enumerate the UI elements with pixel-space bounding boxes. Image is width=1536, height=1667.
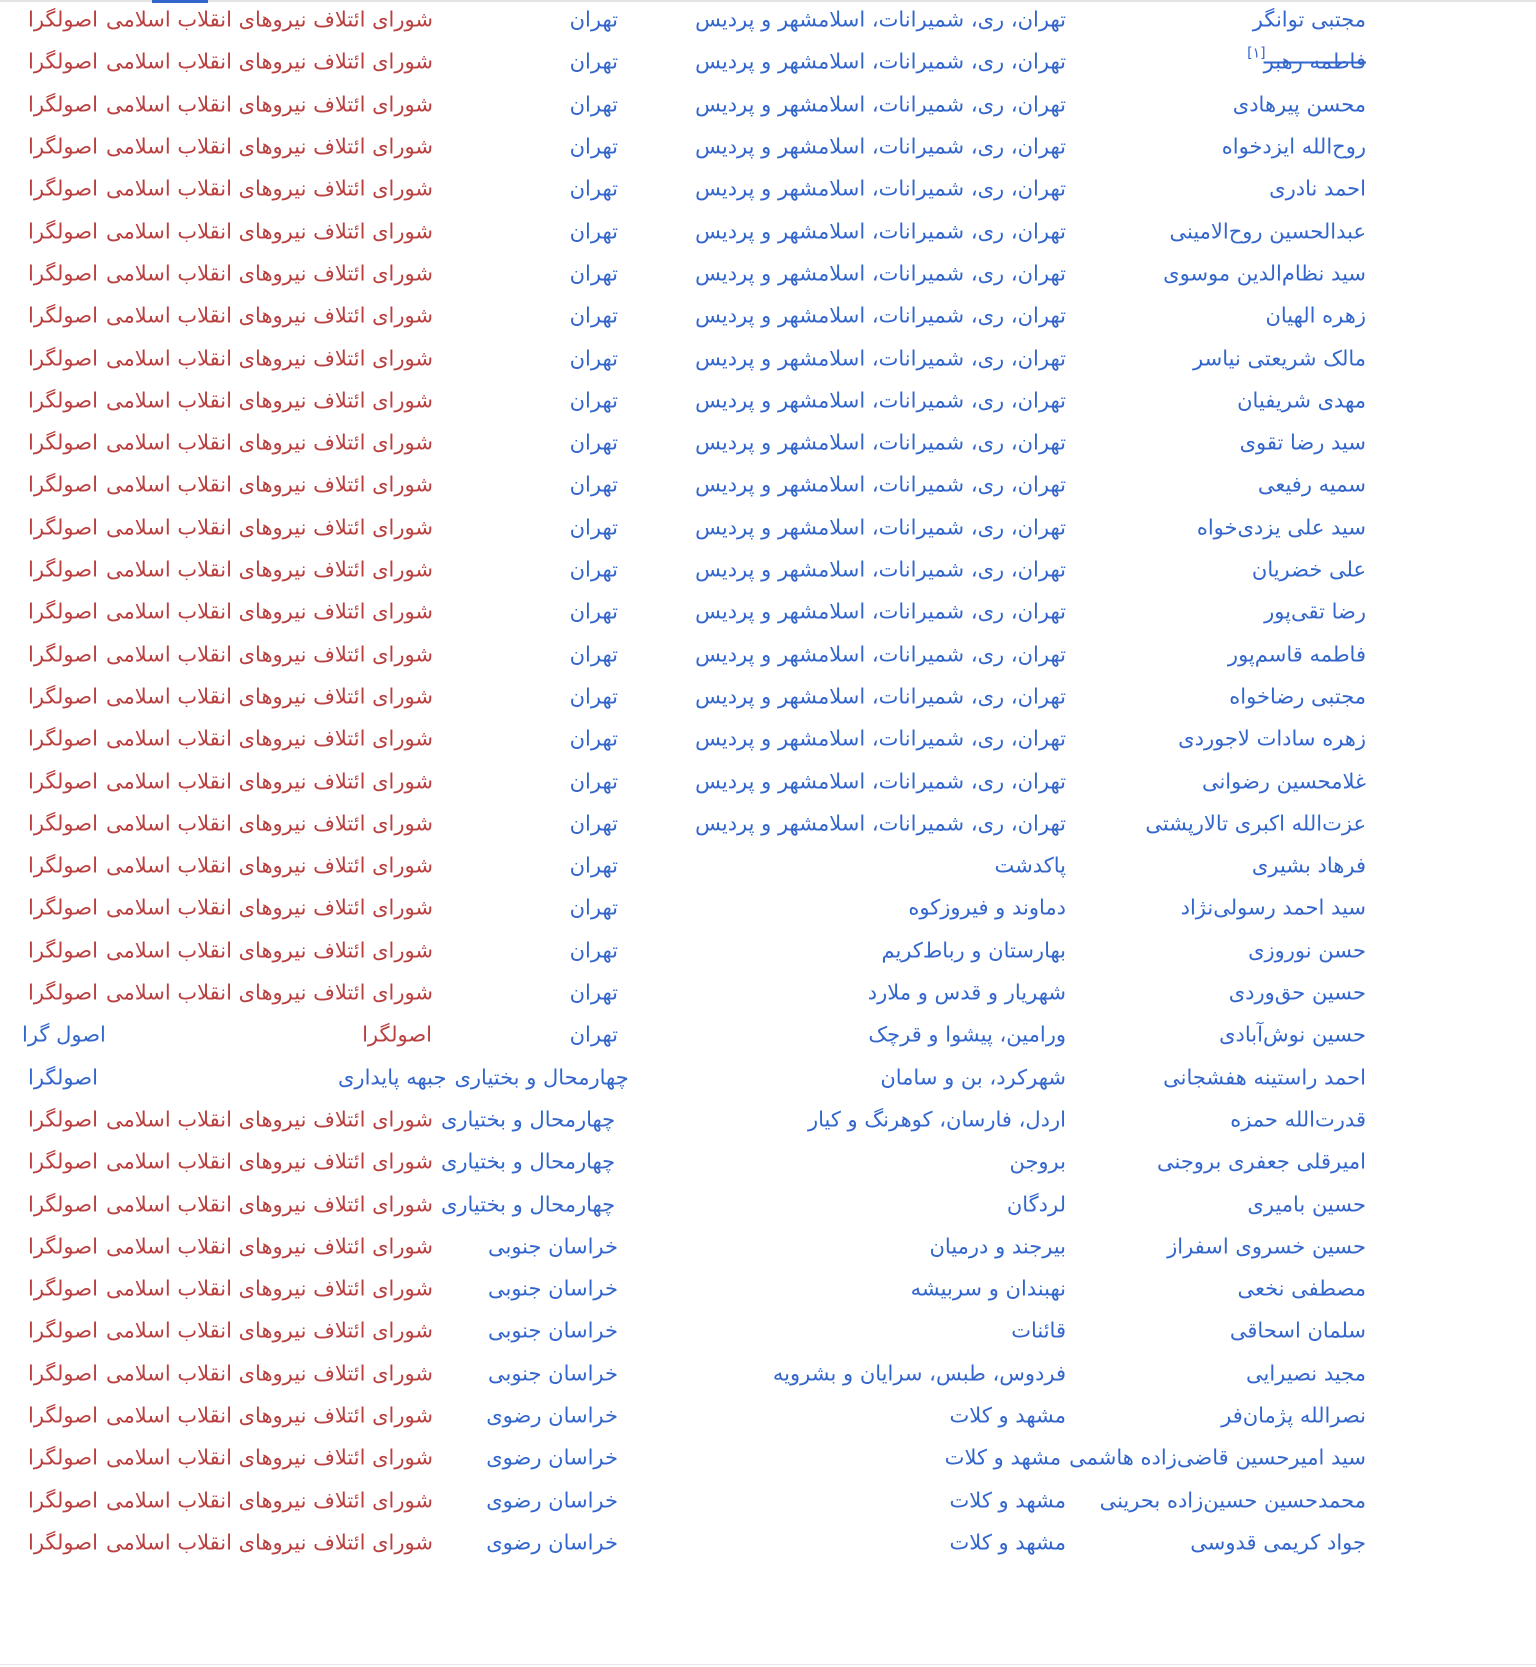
constituency-link[interactable]: شهریار و قدس و ملارد <box>867 980 1066 1005</box>
orientation-link[interactable]: اصولگرا <box>28 980 98 1005</box>
constituency-link[interactable]: ورامین، پیشوا و قرچک <box>868 1022 1066 1047</box>
table-row <box>0 634 1536 676</box>
province-link[interactable]: تهران <box>569 346 618 371</box>
table-row <box>0 1183 1536 1225</box>
province-link[interactable]: چهارمحال و بختیاری <box>454 1065 629 1090</box>
member-name-link[interactable]: مجتبی رضاخواه <box>1229 684 1366 709</box>
constituency-link[interactable]: تهران، ری، شمیرانات، اسلامشهر و پردیس <box>695 599 1066 624</box>
table-row <box>0 1057 1536 1099</box>
province-link[interactable]: تهران <box>569 811 618 836</box>
member-name-link[interactable]: نصرالله پژمان‌فر <box>1221 1403 1366 1428</box>
constituency-link[interactable]: نهبندان و سربیشه <box>910 1276 1066 1301</box>
orientation-link[interactable]: اصولگرا <box>28 557 98 582</box>
party-link[interactable]: شورای ائتلاف نیروهای انقلاب اسلامی <box>105 726 433 751</box>
member-name-link[interactable]: مصطفی نخعی <box>1237 1276 1366 1301</box>
orientation-link[interactable]: اصولگرا <box>28 1488 98 1513</box>
orientation-link[interactable]: اصولگرا <box>28 388 98 413</box>
table-row <box>0 1014 1536 1056</box>
constituency-link[interactable]: تهران، ری، شمیرانات، اسلامشهر و پردیس <box>695 261 1066 286</box>
province-link[interactable]: تهران <box>569 219 618 244</box>
member-name-link[interactable]: سلمان اسحاقی <box>1229 1318 1366 1343</box>
party-link[interactable]: شورای ائتلاف نیروهای انقلاب اسلامی <box>105 1530 433 1555</box>
party-link[interactable]: شورای ائتلاف نیروهای انقلاب اسلامی <box>105 853 433 878</box>
constituency-link[interactable]: تهران، ری، شمیرانات، اسلامشهر و پردیس <box>695 726 1066 751</box>
province-link[interactable]: تهران <box>569 303 618 328</box>
member-name-link[interactable]: حسین نوش‌آبادی <box>1219 1022 1366 1047</box>
table-row <box>0 1226 1536 1268</box>
table-row <box>0 845 1536 887</box>
orientation-link[interactable]: اصولگرا <box>28 176 98 201</box>
table-row <box>0 295 1536 337</box>
constituency-link[interactable]: فردوس، طبس، سرایان و بشرویه <box>772 1361 1066 1386</box>
constituency-link[interactable]: تهران، ری، شمیرانات، اسلامشهر و پردیس <box>695 472 1066 497</box>
province-link[interactable]: تهران <box>569 176 618 201</box>
party-link[interactable]: شورای ائتلاف نیروهای انقلاب اسلامی <box>105 515 433 540</box>
party-link[interactable]: شورای ائتلاف نیروهای انقلاب اسلامی <box>105 1192 433 1217</box>
table-row <box>0 253 1536 295</box>
orientation-link[interactable]: اصولگرا <box>28 7 98 32</box>
province-link[interactable]: خراسان جنوبی <box>487 1234 618 1259</box>
table-row <box>0 84 1536 126</box>
province-link[interactable]: تهران <box>569 769 618 794</box>
table-row <box>0 1310 1536 1352</box>
member-name-link[interactable]: حسین خسروی اسفراز <box>1167 1234 1366 1259</box>
orientation-link[interactable]: اصولگرا <box>28 472 98 497</box>
province-link[interactable]: تهران <box>569 1022 618 1047</box>
constituency-link[interactable]: تهران، ری، شمیرانات، اسلامشهر و پردیس <box>695 134 1066 159</box>
member-name-link[interactable]: سمیه رفیعی <box>1257 472 1366 497</box>
province-link[interactable]: تهران <box>569 980 618 1005</box>
party-link[interactable]: شورای ائتلاف نیروهای انقلاب اسلامی <box>105 346 433 371</box>
constituency-link[interactable]: تهران، ری، شمیرانات، اسلامشهر و پردیس <box>695 642 1066 667</box>
constituency-link[interactable]: تهران، ری، شمیرانات، اسلامشهر و پردیس <box>695 346 1066 371</box>
orientation-link[interactable]: اصولگرا <box>28 1403 98 1428</box>
constituency-link[interactable]: بهارستان و رباط‌کریم <box>881 938 1066 963</box>
province-link[interactable]: تهران <box>569 472 618 497</box>
table-row <box>0 1268 1536 1310</box>
orientation-link[interactable]: اصولگرا <box>28 1445 98 1470</box>
province-link[interactable]: چهارمحال و بختیاری <box>440 1149 616 1174</box>
member-name-link[interactable]: محمدحسین حسین‌زاده بحرینی <box>1099 1488 1366 1513</box>
party-link[interactable]: شورای ائتلاف نیروهای انقلاب اسلامی <box>105 1276 433 1301</box>
orientation-link[interactable]: اصولگرا <box>28 261 98 286</box>
province-link[interactable]: تهران <box>569 134 618 159</box>
member-name-link[interactable]: رضا تقی‌پور <box>1264 599 1366 624</box>
table-row <box>0 930 1536 972</box>
member-name-link[interactable]: سید رضا تقوی <box>1239 430 1366 455</box>
table-row <box>0 1437 1536 1479</box>
constituency-link[interactable]: تهران، ری، شمیرانات، اسلامشهر و پردیس <box>695 49 1066 74</box>
constituency-link[interactable]: تهران، ری، شمیرانات، اسلامشهر و پردیس <box>695 769 1066 794</box>
constituency-link[interactable]: پاکدشت <box>994 853 1066 878</box>
party-link[interactable]: جبهه پایداری <box>338 1065 447 1090</box>
member-name-link[interactable]: مالک شریعتی نیاسر <box>1193 346 1366 371</box>
province-link[interactable]: خراسان رضوی <box>486 1488 618 1513</box>
province-link[interactable]: تهران <box>569 853 618 878</box>
constituency-link[interactable]: مشهد و کلات <box>949 1403 1066 1428</box>
member-name-link[interactable]: زهره الهیان <box>1265 303 1366 328</box>
party-link[interactable]: شورای ائتلاف نیروهای انقلاب اسلامی <box>105 1234 433 1259</box>
constituency-link[interactable]: مشهد و کلات <box>949 1530 1066 1555</box>
party-link[interactable]: شورای ائتلاف نیروهای انقلاب اسلامی <box>105 261 433 286</box>
orientation-link[interactable]: اصولگرا <box>28 938 98 963</box>
party-link[interactable]: شورای ائتلاف نیروهای انقلاب اسلامی <box>105 7 433 32</box>
table-row <box>0 718 1536 760</box>
constituency-link[interactable]: مشهد و کلات <box>949 1488 1066 1513</box>
table-row <box>0 1141 1536 1183</box>
table-row <box>0 464 1536 506</box>
orientation-link[interactable]: اصول گرا <box>22 1022 106 1047</box>
table-row <box>0 507 1536 549</box>
party-link[interactable]: شورای ائتلاف نیروهای انقلاب اسلامی <box>105 599 433 624</box>
province-link[interactable]: خراسان رضوی <box>486 1530 618 1555</box>
party-link[interactable]: شورای ائتلاف نیروهای انقلاب اسلامی <box>105 980 433 1005</box>
province-link[interactable]: خراسان جنوبی <box>487 1318 618 1343</box>
orientation-link[interactable]: اصولگرا <box>28 134 98 159</box>
member-name-link[interactable]: سید علی یزدی‌خواه <box>1196 515 1366 540</box>
constituency-link[interactable]: مشهد و کلات <box>944 1445 1062 1470</box>
party-link[interactable]: شورای ائتلاف نیروهای انقلاب اسلامی <box>105 1149 433 1174</box>
province-link[interactable]: خراسان رضوی <box>486 1403 618 1428</box>
orientation-link[interactable]: اصولگرا <box>28 1530 98 1555</box>
party-link[interactable]: شورای ائتلاف نیروهای انقلاب اسلامی <box>105 134 433 159</box>
party-link[interactable]: شورای ائتلاف نیروهای انقلاب اسلامی <box>105 1361 433 1386</box>
constituency-link[interactable]: تهران، ری، شمیرانات، اسلامشهر و پردیس <box>695 7 1066 32</box>
constituency-link[interactable]: تهران، ری، شمیرانات، اسلامشهر و پردیس <box>695 92 1066 117</box>
party-link[interactable]: شورای ائتلاف نیروهای انقلاب اسلامی <box>105 219 433 244</box>
bottom-border <box>0 1664 1536 1665</box>
constituency-link[interactable]: بیرجند و درمیان <box>929 1234 1066 1259</box>
member-name-link[interactable]: احمد نادری <box>1269 176 1366 201</box>
orientation-link[interactable]: اصولگرا <box>28 811 98 836</box>
member-name-link[interactable]: عزت‌الله اکبری تالارپشتی <box>1145 811 1366 836</box>
constituency-link[interactable]: تهران، ری، شمیرانات، اسلامشهر و پردیس <box>695 303 1066 328</box>
orientation-link[interactable]: اصولگرا <box>28 1276 98 1301</box>
member-name-link[interactable]: حسین حق‌وردی <box>1228 980 1366 1005</box>
province-link[interactable]: خراسان جنوبی <box>487 1276 618 1301</box>
table-row <box>0 1099 1536 1141</box>
orientation-link[interactable]: اصولگرا <box>28 430 98 455</box>
party-link[interactable]: شورای ائتلاف نیروهای انقلاب اسلامی <box>105 1318 433 1343</box>
province-link[interactable]: تهران <box>569 726 618 751</box>
orientation-link[interactable]: اصولگرا <box>28 515 98 540</box>
member-name-link[interactable]: غلامحسین رضوانی <box>1201 769 1366 794</box>
province-link[interactable]: تهران <box>569 92 618 117</box>
member-name-link[interactable]: فرهاد بشیری <box>1251 853 1366 878</box>
orientation-link[interactable]: اصولگرا <box>28 1065 98 1090</box>
constituency-link[interactable]: تهران، ری، شمیرانات، اسلامشهر و پردیس <box>695 176 1066 201</box>
orientation-link[interactable]: اصولگرا <box>28 49 98 74</box>
party-link[interactable]: شورای ائتلاف نیروهای انقلاب اسلامی <box>105 642 433 667</box>
party-link[interactable]: شورای ائتلاف نیروهای انقلاب اسلامی <box>105 472 433 497</box>
member-name-link[interactable]: مهدی شریفیان <box>1237 388 1366 413</box>
party-link[interactable]: شورای ائتلاف نیروهای انقلاب اسلامی <box>105 92 433 117</box>
constituency-link[interactable]: تهران، ری، شمیرانات، اسلامشهر و پردیس <box>695 219 1066 244</box>
province-link[interactable]: چهارمحال و بختیاری <box>440 1192 616 1217</box>
party-link[interactable]: شورای ائتلاف نیروهای انقلاب اسلامی <box>105 1445 433 1470</box>
constituency-link[interactable]: تهران، ری، شمیرانات، اسلامشهر و پردیس <box>695 557 1066 582</box>
province-link[interactable]: خراسان رضوی <box>486 1445 618 1470</box>
table-row <box>0 887 1536 929</box>
constituency-link[interactable]: لردگان <box>1006 1192 1066 1217</box>
member-name-link[interactable]: سید نظام‌الدین موسوی <box>1163 261 1366 286</box>
orientation-link[interactable]: اصولگرا <box>28 769 98 794</box>
member-name-link[interactable]: زهره سادات لاجوردی <box>1178 726 1366 751</box>
province-link[interactable]: تهران <box>569 684 618 709</box>
party-link[interactable]: شورای ائتلاف نیروهای انقلاب اسلامی <box>105 303 433 328</box>
table-row <box>0 211 1536 253</box>
party-link[interactable]: شورای ائتلاف نیروهای انقلاب اسلامی <box>105 684 433 709</box>
province-link[interactable]: خراسان جنوبی <box>487 1361 618 1386</box>
province-link[interactable]: چهارمحال و بختیاری <box>440 1107 616 1132</box>
orientation-link[interactable]: اصولگرا <box>28 684 98 709</box>
constituency-link[interactable]: تهران، ری، شمیرانات، اسلامشهر و پردیس <box>695 515 1066 540</box>
member-name-link[interactable]: حسین بامیری <box>1247 1192 1366 1217</box>
party-link[interactable]: شورای ائتلاف نیروهای انقلاب اسلامی <box>105 769 433 794</box>
party-link[interactable]: شورای ائتلاف نیروهای انقلاب اسلامی <box>105 895 433 920</box>
orientation-link[interactable]: اصولگرا <box>28 895 98 920</box>
table-row <box>0 168 1536 210</box>
province-link[interactable]: تهران <box>569 938 618 963</box>
member-name-link[interactable]: سید احمد رسولی‌نژاد <box>1180 895 1366 920</box>
party-link[interactable]: شورای ائتلاف نیروهای انقلاب اسلامی <box>105 176 433 201</box>
orientation-link[interactable]: اصولگرا <box>28 1234 98 1259</box>
constituency-link[interactable]: تهران، ری، شمیرانات، اسلامشهر و پردیس <box>695 811 1066 836</box>
orientation-link[interactable]: اصولگرا <box>28 1318 98 1343</box>
orientation-link[interactable]: اصولگرا <box>28 853 98 878</box>
member-name-link[interactable]: فاطمه رهبر <box>1263 49 1366 74</box>
orientation-link[interactable]: اصولگرا <box>28 219 98 244</box>
constituency-link[interactable]: قائنات <box>1011 1318 1066 1343</box>
member-name-link[interactable]: روح‌الله ایزدخواه <box>1221 134 1366 159</box>
table-row <box>0 803 1536 845</box>
member-name-link[interactable]: محسن پیرهادی <box>1232 92 1366 117</box>
member-name-link[interactable]: احمد راستینه هفشجانی <box>1163 1065 1366 1090</box>
province-link[interactable]: تهران <box>569 557 618 582</box>
orientation-link[interactable]: اصولگرا <box>28 303 98 328</box>
member-name-link[interactable]: جواد کریمی قدوسی <box>1190 1530 1366 1555</box>
constituency-link[interactable]: اردل، فارسان، کوهرنگ و کیار <box>808 1107 1066 1132</box>
table-row <box>0 1522 1536 1564</box>
party-link[interactable]: شورای ائتلاف نیروهای انقلاب اسلامی <box>105 1488 433 1513</box>
orientation-link[interactable]: اصولگرا <box>28 599 98 624</box>
table-row <box>0 549 1536 591</box>
province-link[interactable]: تهران <box>569 895 618 920</box>
party-link[interactable]: شورای ائتلاف نیروهای انقلاب اسلامی <box>105 1107 433 1132</box>
member-name-link[interactable]: مجید نصیرایی <box>1245 1361 1366 1386</box>
orientation-link[interactable]: اصولگرا <box>28 726 98 751</box>
table-row <box>0 380 1536 422</box>
constituency-link[interactable]: تهران، ری، شمیرانات، اسلامشهر و پردیس <box>695 684 1066 709</box>
table-row <box>0 591 1536 633</box>
constituency-link[interactable]: تهران، ری، شمیرانات، اسلامشهر و پردیس <box>695 430 1066 455</box>
constituency-link[interactable]: شهرکرد، بن و سامان <box>880 1065 1066 1090</box>
footnote-ref-link[interactable]: [۱] <box>1247 45 1266 62</box>
table-row <box>0 972 1536 1014</box>
table-row <box>0 422 1536 464</box>
orientation-link[interactable]: اصولگرا <box>28 642 98 667</box>
member-name-link[interactable]: امیرقلی جعفری بروجنی <box>1156 1149 1366 1174</box>
table-row <box>0 337 1536 379</box>
member-name-link[interactable]: علی خضریان <box>1251 557 1366 582</box>
member-name-link[interactable]: حسن نوروزی <box>1248 938 1366 963</box>
province-link[interactable]: تهران <box>569 7 618 32</box>
table-row <box>0 760 1536 802</box>
table-row <box>0 0 1536 41</box>
table-row <box>0 41 1536 83</box>
province-link[interactable]: تهران <box>569 49 618 74</box>
member-name-link[interactable]: عبدالحسین روح‌الامینی <box>1169 219 1366 244</box>
member-name-link[interactable]: مجتبی توانگر <box>1252 7 1366 32</box>
province-link[interactable]: تهران <box>569 599 618 624</box>
member-name-link[interactable]: فاطمه قاسم‌پور <box>1227 642 1366 667</box>
constituency-link[interactable]: بروجن <box>1009 1149 1066 1174</box>
party-link[interactable]: شورای ائتلاف نیروهای انقلاب اسلامی <box>105 388 433 413</box>
orientation-link[interactable]: اصولگرا <box>28 346 98 371</box>
party-link[interactable]: شورای ائتلاف نیروهای انقلاب اسلامی <box>105 1403 433 1428</box>
table-row <box>0 1480 1536 1522</box>
province-link[interactable]: تهران <box>569 430 618 455</box>
party-link[interactable]: شورای ائتلاف نیروهای انقلاب اسلامی <box>105 49 433 74</box>
member-name-link[interactable]: سید امیرحسین قاضی‌زاده هاشمی <box>1069 1445 1366 1470</box>
table-row <box>0 1395 1536 1437</box>
party-link[interactable]: شورای ائتلاف نیروهای انقلاب اسلامی <box>105 430 433 455</box>
party-link[interactable]: شورای ائتلاف نیروهای انقلاب اسلامی <box>105 938 433 963</box>
party-link[interactable]: شورای ائتلاف نیروهای انقلاب اسلامی <box>105 811 433 836</box>
orientation-link[interactable]: اصولگرا <box>28 1192 98 1217</box>
member-name-link[interactable]: قدرت‌الله حمزه <box>1230 1107 1366 1132</box>
table-row <box>0 126 1536 168</box>
party-link[interactable]: اصولگرا <box>362 1022 432 1047</box>
constituency-link[interactable]: تهران، ری، شمیرانات، اسلامشهر و پردیس <box>695 388 1066 413</box>
orientation-link[interactable]: اصولگرا <box>28 1107 98 1132</box>
province-link[interactable]: تهران <box>569 515 618 540</box>
province-link[interactable]: تهران <box>569 642 618 667</box>
province-link[interactable]: تهران <box>569 261 618 286</box>
party-link[interactable]: شورای ائتلاف نیروهای انقلاب اسلامی <box>105 557 433 582</box>
orientation-link[interactable]: اصولگرا <box>28 1149 98 1174</box>
table-row <box>0 676 1536 718</box>
orientation-link[interactable]: اصولگرا <box>28 92 98 117</box>
table-row <box>0 1353 1536 1395</box>
constituency-link[interactable]: دماوند و فیروزکوه <box>908 895 1066 920</box>
province-link[interactable]: تهران <box>569 388 618 413</box>
orientation-link[interactable]: اصولگرا <box>28 1361 98 1386</box>
